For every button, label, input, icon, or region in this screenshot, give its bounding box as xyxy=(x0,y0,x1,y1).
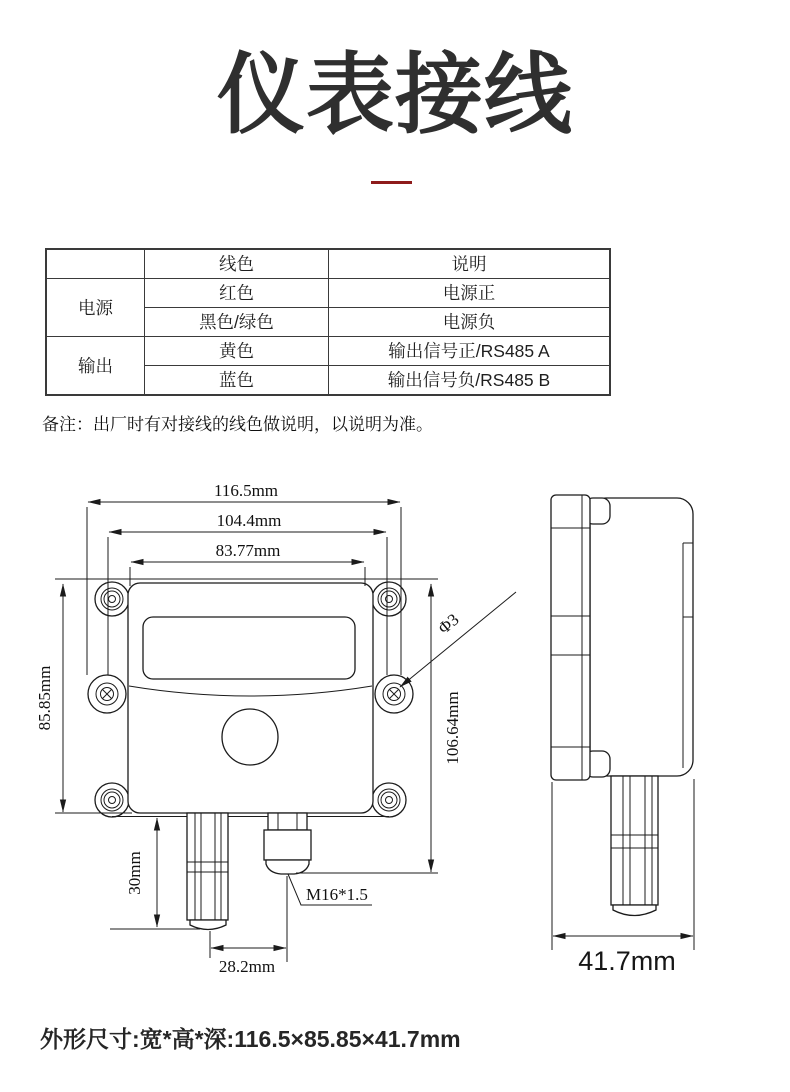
dim-probe-length: 30mm xyxy=(125,851,144,895)
dim-width-mount: 104.4mm xyxy=(216,511,282,530)
table-cell-color: 蓝色 xyxy=(145,366,329,396)
title-accent-line xyxy=(371,181,412,184)
table-cell-color: 黑色/绿色 xyxy=(145,308,329,337)
ear-tab xyxy=(95,783,129,817)
table-cell-desc: 电源负 xyxy=(329,308,611,337)
table-group-output: 输出 xyxy=(46,337,145,396)
table-cell-desc: 电源正 xyxy=(329,279,611,308)
remark-text: 备注：出厂时有对接线的线色做说明，以说明为准。 xyxy=(42,415,433,434)
gland-neck xyxy=(268,813,307,830)
ear-tab xyxy=(95,582,129,616)
page-title: 仪表接线 xyxy=(216,45,573,144)
side-view xyxy=(551,495,694,976)
dim-probe-offset: 28.2mm xyxy=(218,957,276,976)
table-header-desc: 说明 xyxy=(329,249,611,279)
table-cell-color: 红色 xyxy=(145,279,329,308)
leader-mount-hole xyxy=(400,592,516,687)
sensor-opening xyxy=(222,709,278,765)
probe-body xyxy=(611,776,658,905)
probe-cap xyxy=(613,905,656,916)
table-cell-blank xyxy=(46,249,145,279)
cable-gland xyxy=(264,813,311,874)
side-flange xyxy=(551,495,590,780)
table-cell-color: 黄色 xyxy=(145,337,329,366)
wiring-table xyxy=(45,248,611,396)
dim-width-outer: 116.5mm xyxy=(213,481,279,500)
label-cable-gland: M16*1.5 xyxy=(306,885,368,904)
side-body xyxy=(590,498,693,776)
table-row xyxy=(46,337,610,366)
table-row xyxy=(46,279,610,308)
dimension-drawing xyxy=(0,460,790,1020)
table-header-color: 线色 xyxy=(145,249,329,279)
table-cell-desc: 输出信号负/RS485 B xyxy=(329,366,611,396)
label-mount-hole: Φ3 xyxy=(434,609,463,638)
gland-cap xyxy=(266,860,309,874)
table-cell-desc: 输出信号正/RS485 A xyxy=(329,337,611,366)
probe-side xyxy=(611,776,658,916)
probe-front xyxy=(187,813,228,930)
overall-size-caption: 外形尺寸:宽*高*深:116.5×85.85×41.7mm xyxy=(40,1026,461,1052)
display-window xyxy=(143,617,355,679)
probe-body xyxy=(187,813,228,920)
ear-tab xyxy=(372,783,406,817)
table-group-power: 电源 xyxy=(46,279,145,337)
gland-body xyxy=(264,830,311,860)
dim-height-total: 106.64mm xyxy=(443,691,462,765)
probe-cap xyxy=(190,920,226,930)
dim-height-body: 85.85mm xyxy=(35,665,54,731)
dim-depth: 41.7mm xyxy=(578,946,676,976)
dim-width-body: 83.77mm xyxy=(215,541,281,560)
table-row xyxy=(46,249,610,279)
